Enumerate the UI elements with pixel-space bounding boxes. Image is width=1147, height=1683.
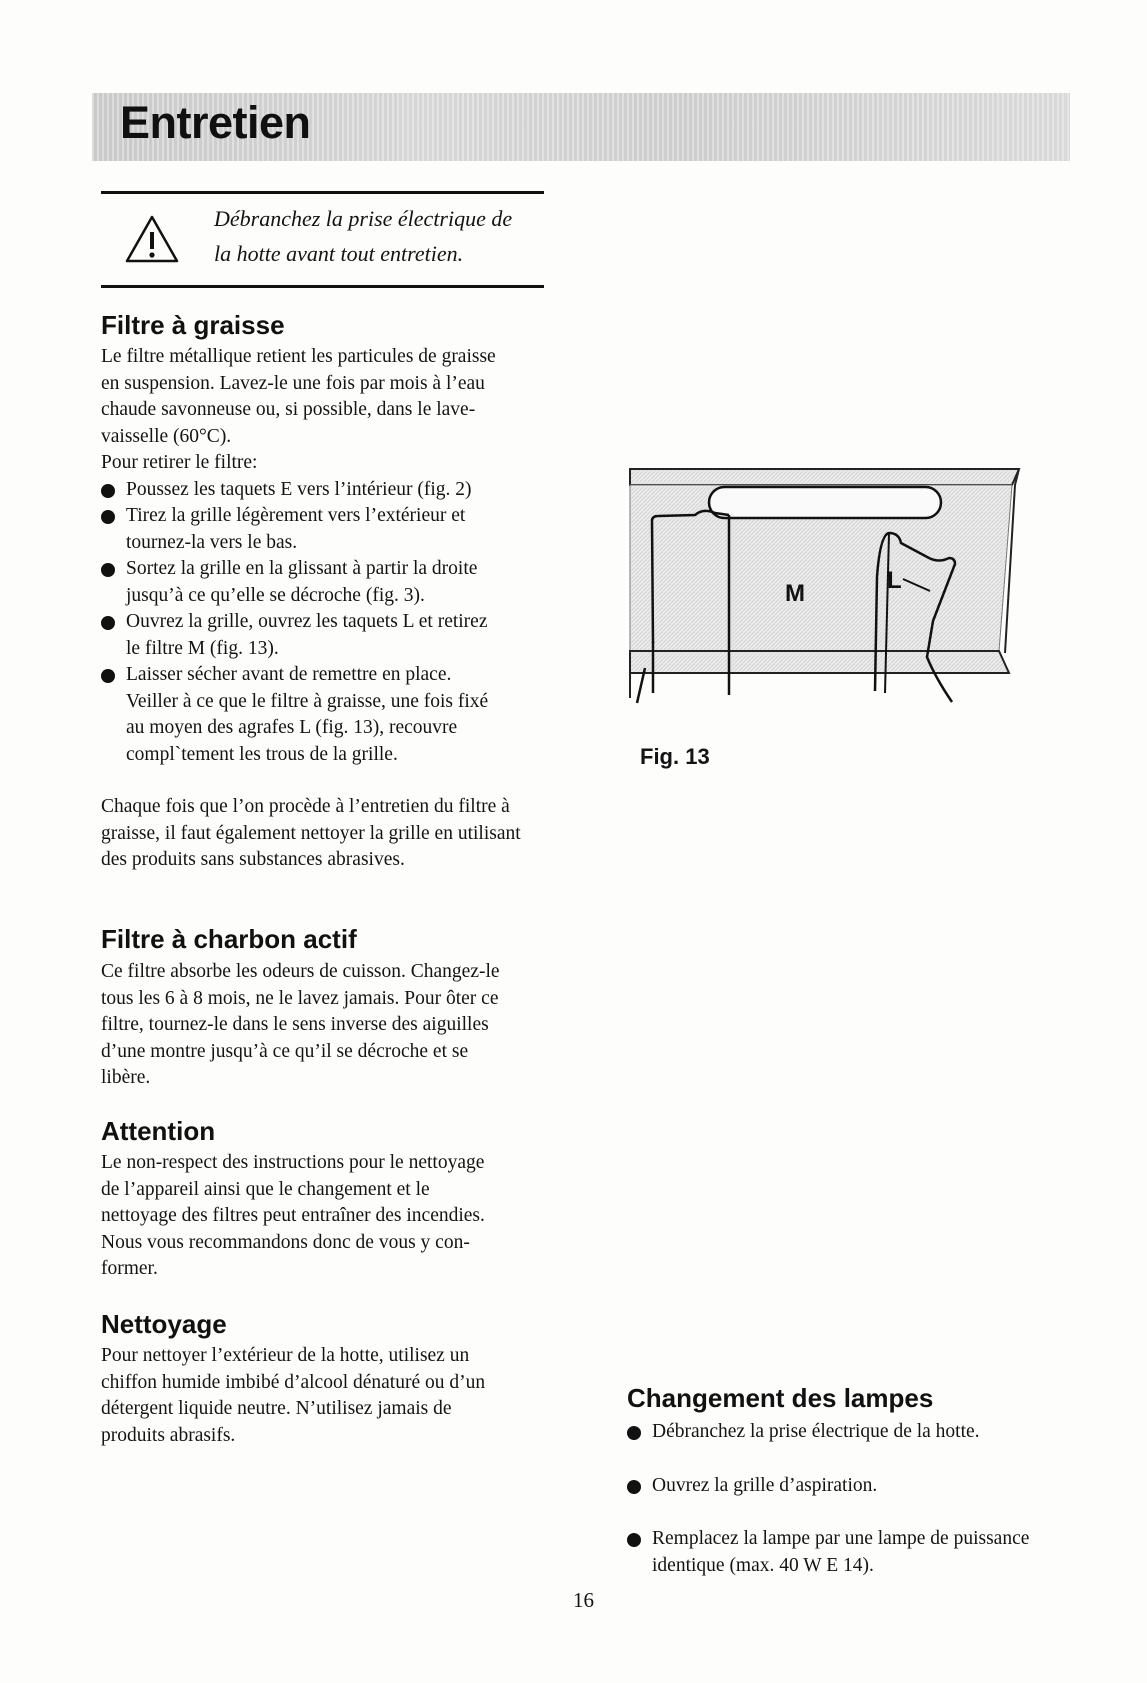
grille-bottom-ledge: [630, 651, 1009, 673]
body-line: tous les 6 à 8 mois, ne le lavez jamais. Pour ôter ce: [101, 987, 499, 1009]
list-item: [101, 477, 571, 504]
figure-label-m: M: [785, 580, 805, 607]
body-line: Ce filtre absorbe les odeurs de cuisson. Changez-le: [101, 961, 500, 982]
body-line: libère.: [101, 1067, 151, 1088]
body-line: filtre, tournez-le dans le sens inverse des aiguilles: [101, 1014, 489, 1035]
list-item: [627, 1419, 1097, 1446]
step-line: Poussez les taquets E vers l’intérieur (fig. 2): [126, 478, 472, 500]
grille-top-band: [630, 469, 1019, 485]
warning-text: [214, 201, 554, 271]
step-line: jusqu’à ce qu’elle se décroche (fig. 3).: [126, 584, 425, 606]
lamps-heading: Changement des lampes: [627, 1383, 934, 1413]
list-item: [627, 1473, 1097, 1500]
list-item: [101, 662, 571, 768]
warning-triangle-icon: [124, 214, 180, 264]
note-line: des produits sans substances abrasives.: [101, 849, 405, 870]
step-line: au moyen des agrafes L (fig. 13), recouvre: [126, 717, 458, 738]
note-line: graisse, il faut également nettoyer la grille en utilisant: [101, 822, 521, 844]
step-line: le filtre M (fig. 13).: [126, 637, 279, 659]
handle-slot: [709, 487, 941, 518]
grease-filter-intro-line: Le filtre métallique retient les particules de graisse: [101, 346, 496, 367]
warning-line: Débranchez la prise électrique de: [214, 206, 513, 231]
list-item: [627, 1526, 1097, 1579]
body-line: former.: [101, 1258, 158, 1279]
step-line: Tirez la grille légèrement vers l’extérieur et: [126, 505, 466, 526]
step-line: Sortez la grille en la glissant à partir la droite: [126, 558, 478, 579]
attention-heading: Attention: [101, 1116, 216, 1146]
grease-filter-note: [101, 794, 571, 874]
filter-diagram: [627, 463, 1022, 728]
step-line: Débranchez la prise électrique de la hotte.: [652, 1421, 980, 1442]
note-line: Chaque fois que l’on procède à l’entretien du filtre à: [101, 796, 510, 817]
body-line: chiffon humide imbibé d’alcool dénaturé ou d’un: [101, 1371, 486, 1393]
grease-filter-section: [101, 344, 571, 768]
page-title: Entretien: [120, 97, 311, 148]
warning-bottom-rule: [101, 285, 544, 288]
charcoal-filter-heading: Filtre à charbon actif: [101, 924, 357, 954]
grease-filter-intro-line: en suspension. Lavez-le une fois par mois à l’eau: [101, 372, 485, 394]
step-line: Remplacez la lampe par une lampe de puissance: [652, 1528, 1030, 1549]
body-line: détergent liquide neutre. N’utilisez jamais de: [101, 1398, 452, 1419]
cleaning-heading: Nettoyage: [101, 1309, 227, 1339]
page-number: 16: [573, 1588, 594, 1612]
grease-filter-intro-line: chaude savonneuse ou, si possible, dans le lave-: [101, 399, 476, 420]
body-line: Nous vous recommandons donc de vous y con-: [101, 1231, 470, 1253]
grease-filter-intro-line: vaisselle (60°C).: [101, 425, 232, 447]
body-line: nettoyage des filtres peut entraîner des incendies.: [101, 1205, 485, 1226]
warning-line: la hotte avant tout entretien.: [214, 241, 464, 266]
body-line: Pour nettoyer l’extérieur de la hotte, utilisez un: [101, 1345, 470, 1366]
body-line: Le non-respect des instructions pour le nettoyage: [101, 1152, 485, 1173]
body-line: de l’appareil ainsi que le changement et le: [101, 1178, 430, 1200]
body-line: d’une montre jusqu’à ce qu’il se décroche et se: [101, 1040, 469, 1062]
grease-filter-steps: [101, 477, 571, 769]
step-line: Laisser sécher avant de remettre en place.: [126, 664, 452, 685]
step-line: Veiller à ce que le filtre à graisse, une fois fixé: [126, 690, 489, 712]
list-item: [101, 609, 571, 662]
list-item: [101, 556, 571, 609]
section-banner: [92, 93, 1070, 161]
figure-caption: Fig. 13: [640, 744, 710, 769]
warning-top-rule: [101, 191, 544, 194]
grease-filter-intro-line: Pour retirer le filtre:: [101, 452, 258, 473]
charcoal-filter-body: [101, 959, 571, 1092]
step-line: tournez-la vers le bas.: [126, 531, 298, 553]
step-line: Ouvrez la grille d’aspiration.: [652, 1474, 878, 1496]
lamps-steps: [627, 1419, 1097, 1579]
list-item: [101, 503, 571, 556]
step-line: identique (max. 40 W E 14).: [652, 1554, 874, 1576]
attention-body: [101, 1150, 571, 1283]
step-line: Ouvrez la grille, ouvrez les taquets L et retirez: [126, 611, 488, 632]
step-line: compl`tement les trous de la grille.: [126, 743, 398, 765]
figure-label-l: L: [887, 567, 902, 594]
cleaning-body: [101, 1343, 571, 1449]
body-line: produits abrasifs.: [101, 1424, 236, 1446]
grease-filter-heading: Filtre à graisse: [101, 310, 285, 340]
